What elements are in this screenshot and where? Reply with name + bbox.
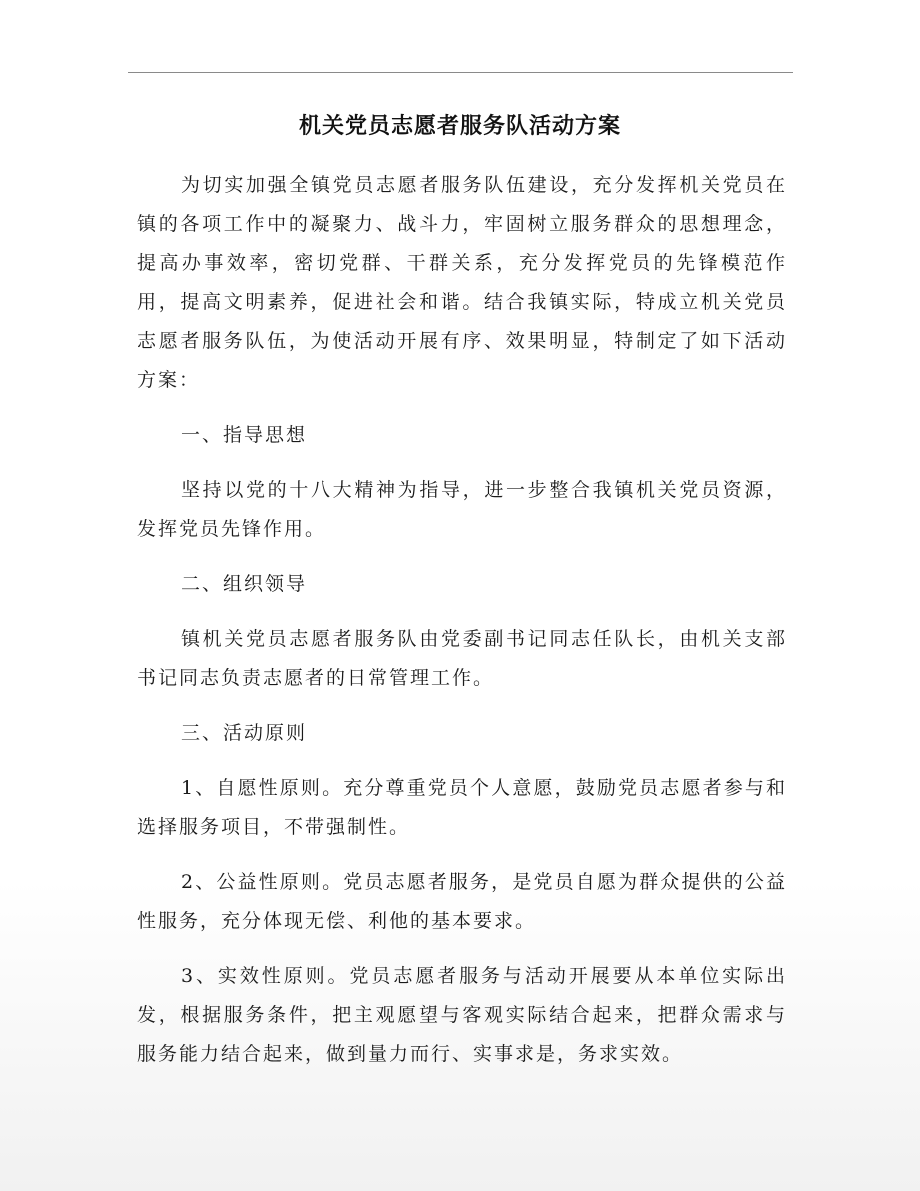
principle-item-effectiveness: 3、实效性原则。党员志愿者服务与活动开展要从本单位实际出发，根据服务条件，把主观愿望与客观实际结合起来，把群众需求与服务能力结合起来，做到量力而行、实事求是，务求实效。	[137, 965, 787, 1065]
principle-item-voluntary: 1、自愿性原则。充分尊重党员个人意愿，鼓励党员志愿者参与和选择服务项目，不带强制性。	[137, 777, 787, 838]
section-text-guiding-ideology: 坚持以党的十八大精神为指导，进一步整合我镇机关党员资源，发挥党员先锋作用。	[137, 479, 787, 540]
document-body	[137, 166, 787, 1090]
section-heading-guiding-ideology: 一、指导思想	[181, 424, 308, 446]
header-rule	[128, 72, 793, 73]
principle-item-public-welfare: 2、公益性原则。党员志愿者服务，是党员自愿为群众提供的公益性服务，充分体现无偿、利他的基本要求。	[137, 871, 787, 932]
section-heading-principles: 三、活动原则	[181, 722, 308, 744]
intro-paragraph: 为切实加强全镇党员志愿者服务队伍建设，充分发挥机关党员在镇的各项工作中的凝聚力、战斗力，牢固树立服务群众的思想理念，提高办事效率，密切党群、干群关系，充分发挥党员的先锋模范作用，提高文明素养，促进社会和谐。结合我镇实际，特成立机关党员志愿者服务队伍，为使活动开展有序、效果明显，特制定了如下活动方案：	[137, 174, 787, 391]
section-heading-organization: 二、组织领导	[181, 573, 308, 595]
document-title: 机关党员志愿者服务队活动方案	[298, 113, 621, 139]
section-text-organization: 镇机关党员志愿者服务队由党委副书记同志任队长，由机关支部书记同志负责志愿者的日常管理工作。	[137, 628, 787, 689]
